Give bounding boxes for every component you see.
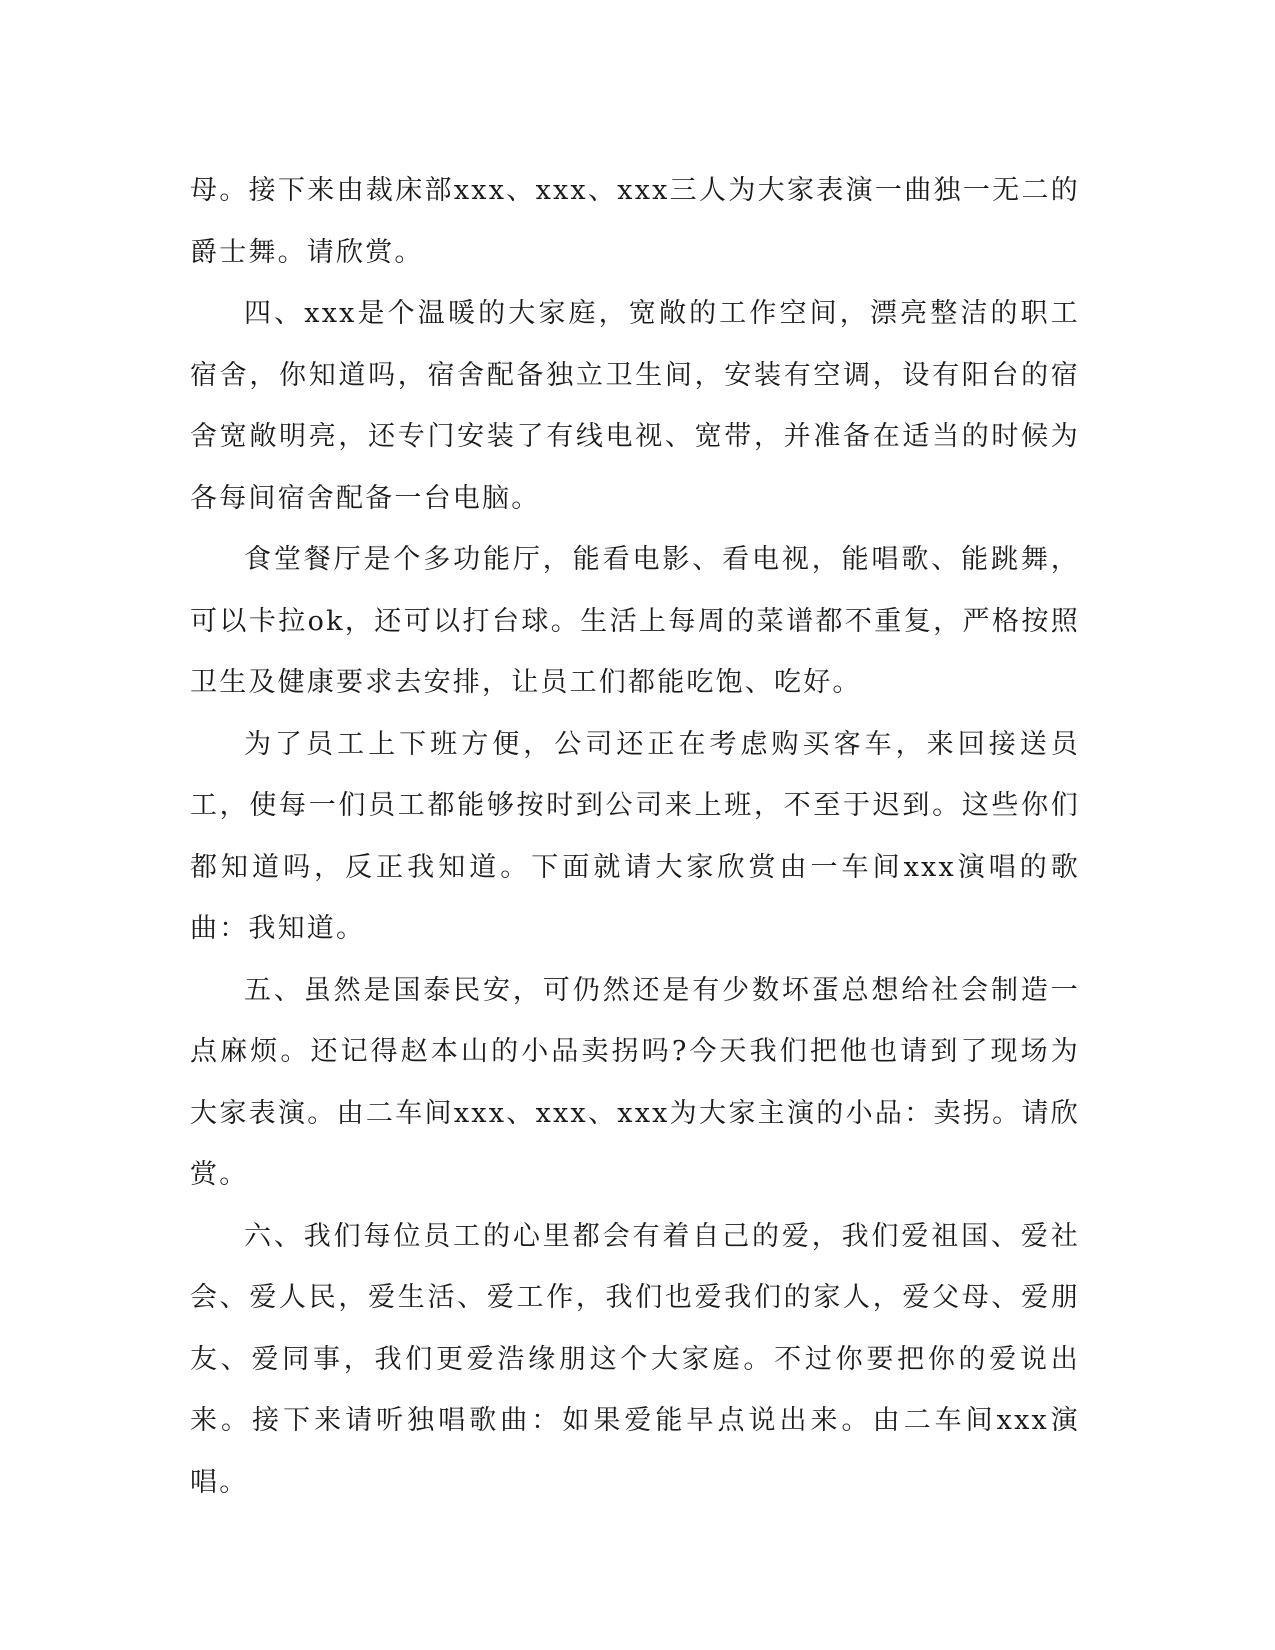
- paragraph-section-five: 五、虽然是国泰民安，可仍然还是有少数坏蛋总想给社会制造一点麻烦。还记得赵本山的小品卖拐吗?今天我们把他也请到了现场为大家表演。由二车间xxx、xxx、xxx为大家主演的小品：卖拐。请欣赏。: [190, 974, 1080, 1190]
- document-body: [190, 160, 1080, 1513]
- paragraph-section-four: 四、xxx是个温暖的大家庭，宽敞的工作空间，漂亮整洁的职工宿舍，你知道吗，宿舍配备独立卫生间，安装有空调，设有阳台的宿舍宽敞明亮，还专门安装了有线电视、宽带，并准备在适当的时候为各每间宿舍配备一台电脑。: [190, 298, 1080, 514]
- paragraph-section-six: 六、我们每位员工的心里都会有着自己的爱，我们爱祖国、爱社会、爱人民，爱生活、爱工作，我们也爱我们的家人，爱父母、爱朋友、爱同事，我们更爱浩缘朋这个大家庭。不过你要把你的爱说出来。接下来请听独唱歌曲：如果爱能早点说出来。由二车间xxx演唱。: [190, 1220, 1080, 1498]
- paragraph-canteen: 食堂餐厅是个多功能厅，能看电影、看电视，能唱歌、能跳舞，可以卡拉ok，还可以打台球。生活上每周的菜谱都不重复，严格按照卫生及健康要求去安排，让员工们都能吃饱、吃好。: [190, 544, 1080, 698]
- paragraph-commute: 为了员工上下班方便，公司还正在考虑购买客车，来回接送员工，使每一们员工都能够按时到公司来上班，不至于迟到。这些你们都知道吗，反正我知道。下面就请大家欣赏由一车间xxx演唱的歌曲：我知道。: [190, 728, 1080, 944]
- paragraph-continuation: 母。接下来由裁床部xxx、xxx、xxx三人为大家表演一曲独一无二的爵士舞。请欣赏。: [190, 175, 1080, 268]
